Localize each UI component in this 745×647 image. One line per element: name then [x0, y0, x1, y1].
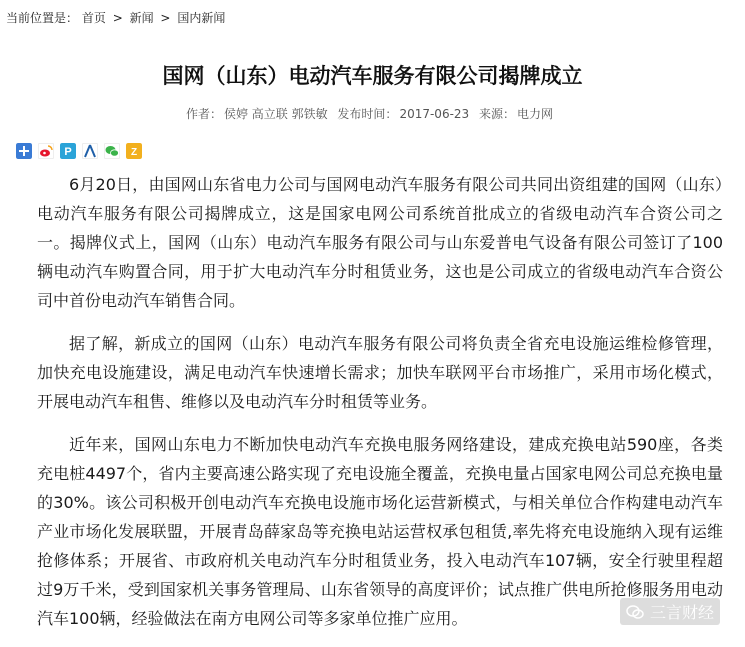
- article-paragraph: 据了解，新成立的国网（山东）电动汽车服务有限公司将负责全省充电设施运维检修管理，加快充电设施建设，满足电动汽车快速增长需求；加快车联网平台市场推广，采用市场化模式，开展电动汽车租售、维修以及电动汽车分时租赁等业务。: [37, 334, 723, 411]
- author-label: 作者：: [185, 107, 222, 121]
- qq-icon[interactable]: [126, 143, 142, 159]
- watermark-text: 三言财经: [650, 603, 715, 622]
- breadcrumb-prefix: 当前位置是：: [6, 11, 79, 25]
- breadcrumb-separator: >: [160, 11, 171, 25]
- breadcrumb-news-link[interactable]: 新闻: [129, 11, 154, 25]
- article-body: [37, 170, 723, 647]
- breadcrumb: [6, 9, 225, 26]
- share-toolbar: [16, 143, 142, 159]
- breadcrumb-home-link[interactable]: 首页: [81, 11, 106, 25]
- article-meta: [0, 105, 745, 122]
- authors: 侯婷 高立联 郭铁敏: [223, 107, 328, 121]
- source-label: 来源：: [479, 107, 516, 121]
- plus-share-icon[interactable]: [16, 143, 32, 159]
- article-title: 国网（山东）电动汽车服务有限公司揭牌成立: [162, 64, 583, 88]
- article-paragraph: 近年来，国网山东电力不断加快电动汽车充换电服务网络建设，建成充换电站590座，各类充电桩4497个，省内主要高速公路实现了充电设施全覆盖，充换电量占国家电网公司总充换电量的30%。该公司积极开创电动汽车充换电设施市场化运营新模式，与相关单位合作构建电动汽车产业市场化发展联盟，开展青岛薛家岛等充换电站运营权承包租赁,率先将充电设施纳入现有运维抢修体系；开展省、市政府机关电动汽车分时租赁业务，投入电动汽车107辆，安全行驶里程超过9万千米，受到国家机关事务管理局、山东省领导的高度评价；试点推广供电所抢修服务用电动汽车100辆，经验做法在南方电网公司等多家单位推广应用。: [37, 435, 723, 628]
- qzone-icon[interactable]: [60, 143, 76, 159]
- renren-icon[interactable]: [82, 143, 98, 159]
- source: 电力网: [517, 107, 554, 121]
- breadcrumb-domestic-news-link[interactable]: 国内新闻: [177, 11, 226, 25]
- breadcrumb-separator: >: [112, 11, 123, 25]
- svg-text:P: P: [64, 146, 72, 158]
- article-paragraph: 6月20日，由国网山东省电力公司与国网电动汽车服务有限公司共同出资组建的国网（山东）电动汽车服务有限公司揭牌成立，这是国家电网公司系统首批成立的省级电动汽车合资公司之一。揭牌仪式上，国网（山东）电动汽车服务有限公司与山东爱普电气设备有限公司签订了100辆电动汽车购置合同，用于扩大电动汽车分时租赁业务，这也是公司成立的省级电动汽车合资公司中首份电动汽车销售合同。: [37, 175, 723, 310]
- svg-text:Z: Z: [130, 147, 138, 158]
- weibo-icon[interactable]: [38, 143, 54, 159]
- wechat-watermark-icon: [626, 604, 644, 620]
- wechat-icon[interactable]: [104, 143, 120, 159]
- date-label: 发布时间：: [337, 107, 398, 121]
- publish-date: 2017-06-23: [399, 107, 470, 121]
- watermark: [620, 598, 720, 625]
